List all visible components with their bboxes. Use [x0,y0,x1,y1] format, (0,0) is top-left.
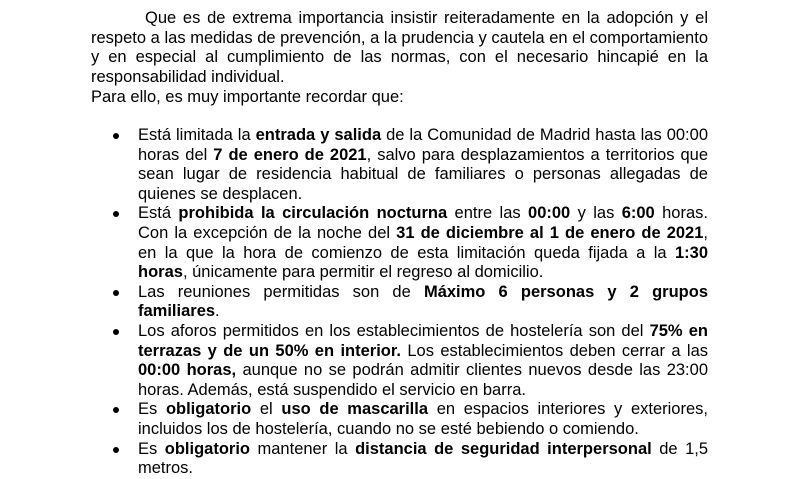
bold-text: entrada y salida [255,126,382,144]
text-run: en espacios interiores y exteriores, incluidos los de hostelería, cuando no se esté bebiendo o comiendo. [138,400,708,438]
lead-sentence: Para ello, es muy importante recordar que: [91,88,404,106]
bold-text: 31 de diciembre al 1 de enero de 2021 [396,223,704,242]
text-run: Es [138,400,166,419]
text-run: Está [138,204,179,223]
text-run: aunque no se podrán admitir clientes nuevos desde las 23:00 horas. Además, está suspendido el servicio en barra. [138,361,708,399]
bold-text: uso de mascarilla [281,400,429,419]
bold-text: distancia de seguridad interpersonal [355,439,652,458]
text-run: , salvo para desplazamientos a territorios que sean lugar de residencia habitual de familiares o personas allegadas de quienes se desplacen. [138,145,708,203]
text-run: , en la que la hora de comienzo de esta limitación queda fijada a la [138,223,709,262]
bullet-dot-icon [113,211,119,217]
text-run: entre las [447,204,529,223]
bullet-dot-icon [113,447,119,453]
text-run: el [251,400,282,419]
text-run: Está limitada la [138,126,256,144]
bold-text: 75% en terrazas y de un 50% en interior. [138,321,708,360]
bullet-dot-icon [113,133,119,139]
text-run: Los aforos permitidos en los establecimientos de hostelería son del [138,321,650,340]
text-run: , únicamente para permitir el regreso al domicilio. [182,263,544,282]
bold-text: 00:00 [528,204,571,223]
bold-text: 1:30 horas [138,243,708,282]
text-run: de 1,5 metros. [138,439,709,478]
text-run: Los establecimientos deben cerrar a las [400,341,708,360]
bullet-dot-icon [113,329,119,335]
bold-text: Máximo 6 personas y 2 grupos familiares [138,282,708,321]
bullet-dot-icon [113,290,119,296]
list-item [91,126,708,204]
text-run: de la Comunidad de Madrid hasta las 00:00 horas del [138,126,708,164]
bold-text: 00:00 horas, [138,361,237,380]
intro-paragraph: Que es de extrema importancia insistir reiteradamente en la adopción y el respeto a las medidas de prevención, a la prudencia y cautela en el comportamiento y en especial al cumplimiento de las normas, con el necesario hincapié en la responsabilidad individual. [91,9,708,86]
bold-text: 7 de enero de 2021 [213,145,367,164]
text-run: Es [138,439,165,458]
bullet-dot-icon [113,407,119,413]
list-item [91,322,708,400]
bold-text: prohibida la circulación nocturna [178,204,448,223]
bold-text: obligatorio [164,439,251,458]
list-item [91,400,708,439]
list-item [91,204,708,282]
list-item [91,440,708,479]
list-item [91,283,708,322]
measures-list [91,126,708,479]
text-run: Las reuniones permitidas son de [138,282,424,301]
text-run: mantener la [250,439,356,458]
text-run: y las [570,204,622,223]
bold-text: 6:00 [621,204,655,223]
text-run: horas. Con la excepción de la noche del [138,204,708,242]
text-run: . [215,302,220,321]
bold-text: obligatorio [165,400,252,419]
